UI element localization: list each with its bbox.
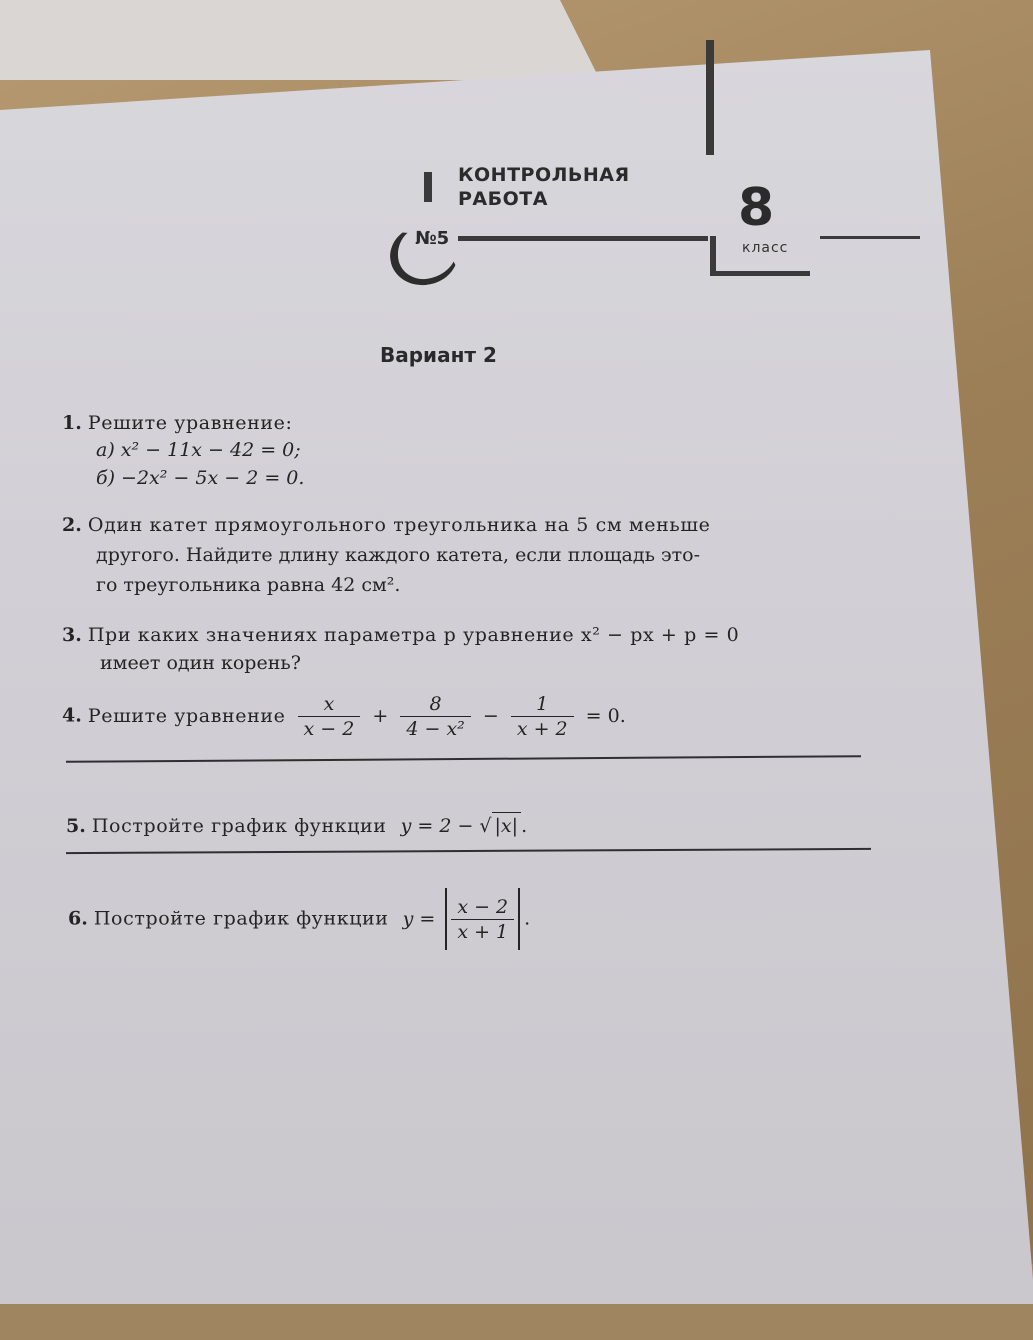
task-number: 4. [62, 704, 82, 727]
fraction-1-denominator: x − 2 [303, 718, 355, 740]
back-sheet [0, 0, 600, 80]
task-3 [62, 622, 739, 649]
grade-frame-top [706, 40, 714, 155]
fraction-3 [511, 692, 574, 741]
fraction-1-numerator: x [298, 692, 361, 717]
header-underline [458, 236, 708, 241]
title-line-1: КОНТРОЛЬНАЯ [458, 164, 630, 186]
function-tail: . [524, 907, 531, 930]
task-text: Решите уравнение [87, 705, 286, 727]
task-6 [68, 888, 530, 950]
task-5 [66, 812, 527, 840]
function-lhs: y = 2 − [400, 815, 474, 837]
equation-tail: = 0. [585, 705, 626, 727]
grade-label: класс [742, 240, 789, 256]
fraction-2-denominator: 4 − x² [406, 718, 465, 740]
operator-minus: − [482, 705, 499, 727]
task-1-b: б) −2x² − 5x − 2 = 0. [96, 467, 305, 489]
grade-frame-left [710, 236, 716, 276]
task-text: Постройте график функции [91, 815, 387, 837]
abs-bar-right [518, 888, 520, 950]
work-number: №5 [415, 228, 450, 249]
fraction-3-numerator: 1 [511, 692, 574, 717]
grade-frame-bottom [710, 271, 810, 276]
variant-title: Вариант 2 [380, 343, 497, 367]
fraction-1 [298, 692, 361, 741]
task-4 [62, 692, 626, 741]
task-1 [62, 410, 293, 437]
task-1-a: а) x² − 11x − 42 = 0; [96, 439, 301, 461]
operator-plus: + [372, 705, 389, 727]
fraction-3-denominator: x + 2 [516, 718, 568, 740]
task-number: 6. [68, 907, 88, 930]
abs-fraction [451, 895, 514, 944]
sqrt-radicand: |x| [492, 812, 522, 840]
task-text: Решите уравнение: [87, 412, 293, 434]
header-vertical-bar [424, 172, 432, 202]
task-number: 5. [66, 815, 86, 837]
task-text: Постройте график функции [93, 907, 389, 930]
function-tail: . [521, 815, 528, 837]
task-2-line-2: другого. Найдите длину каждого катета, если площадь это- [96, 544, 700, 566]
task-text-line-1: При каких значениях параметра p уравнение x² − px + p = 0 [87, 624, 740, 646]
title-line-2: РАБОТА [458, 188, 548, 210]
task-2 [62, 512, 710, 539]
fraction-2-numerator: 8 [400, 692, 470, 717]
fraction-2 [400, 692, 470, 741]
abs-bar-left [445, 888, 447, 950]
header-right-line [820, 236, 920, 239]
task-3-line-2: имеет один корень? [100, 652, 301, 674]
abs-fraction-denominator: x + 1 [457, 920, 509, 943]
task-text-line-1: Один катет прямоугольного треугольника на 5 см меньше [87, 514, 711, 536]
sqrt-sign: √ [479, 815, 492, 837]
function-lhs: y = [402, 907, 436, 930]
task-number: 3. [62, 624, 82, 646]
grade-number: 8 [738, 178, 775, 238]
task-number: 1. [62, 412, 82, 434]
test-sheet [0, 40, 1033, 1340]
abs-fraction-numerator: x − 2 [451, 895, 514, 920]
task-number: 2. [62, 514, 82, 536]
task-2-line-3: го треугольника равна 42 см². [96, 574, 401, 596]
